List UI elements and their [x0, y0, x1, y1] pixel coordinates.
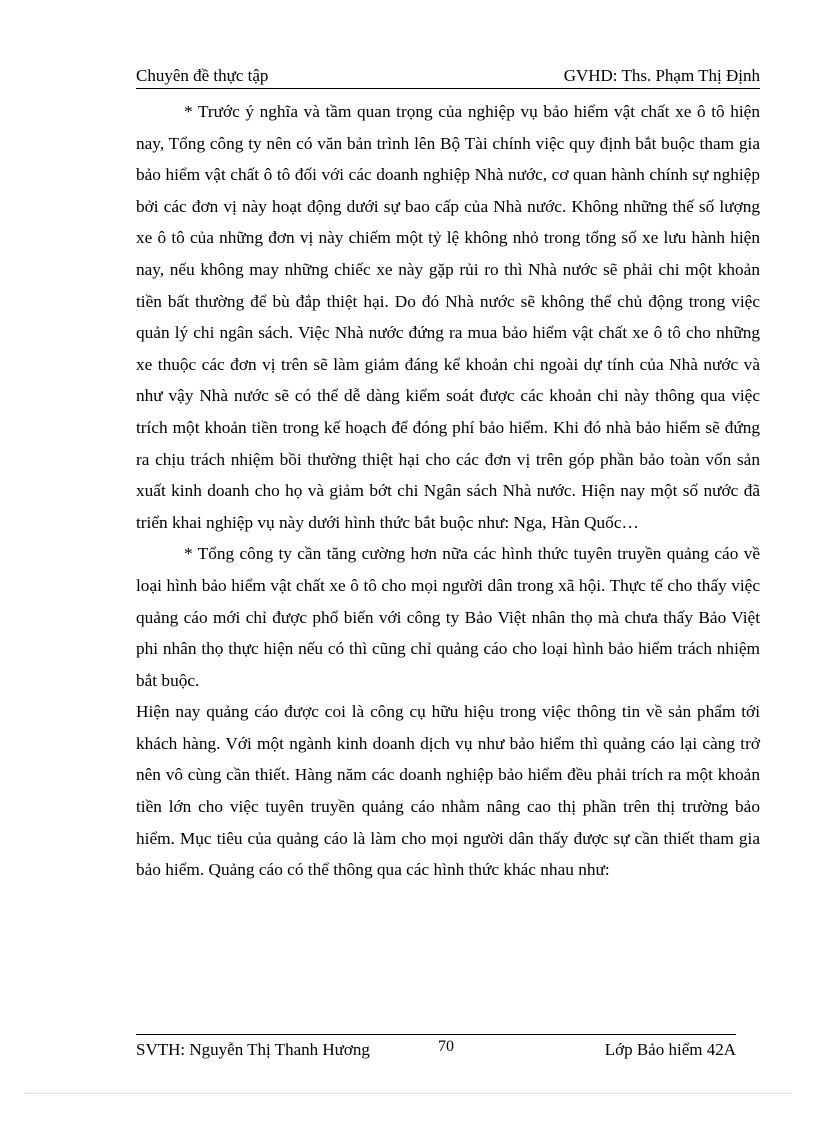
paragraph-1: * Trước ý nghĩa và tầm quan trọng của nghiệp vụ bảo hiểm vật chất xe ô tô hiện nay, Tổng công ty nên có văn bản trình lên Bộ Tài chính việc quy định bắt buộc tham gia bảo hiểm vật chất ô tô đối với các doanh nghiệp Nhà nước, cơ quan hành chính sự nghiệp bởi các đơn vị này hoạt động dưới sự bao cấp của Nhà nước. Không những thế số lượng xe ô tô của những đơn vị này chiếm một tỷ lệ không nhỏ trong tổng số xe lưu hành hiện nay, nếu không may những chiếc xe này gặp rủi ro thì Nhà nước sẽ phải chi một khoản tiền bất thường để bù đắp thiệt hại. Do đó Nhà nước sẽ không thể chủ động trong việc quản lý chi ngân sách. Việc Nhà nước đứng ra mua bảo hiểm vật chất xe ô tô cho những xe thuộc các đơn vị trên sẽ làm giảm đáng kể khoản chi ngoài dự tính của Nhà nước và như vậy Nhà nước sẽ có thể dễ dàng kiểm soát được các khoản chi này thông qua việc trích một khoản tiền trong kế hoạch để đóng phí bảo hiểm. Khi đó nhà bảo hiểm sẽ đứng ra chịu trách nhiệm bồi thường thiệt hại cho các đơn vị trên góp phần bảo toàn vốn sản xuất kinh doanh cho họ và giảm bớt chi Ngân sách Nhà nước. Hiện nay một số nước đã triển khai nghiệp vụ này dưới hình thức bắt buộc như: Nga, Hàn Quốc…	[136, 102, 760, 532]
header-advisor: GVHD: Ths. Phạm Thị Định	[563, 66, 760, 85]
page-bottom-dotted-line	[24, 1093, 792, 1094]
page-number: 70	[438, 1038, 454, 1055]
header-course-title: Chuyên đề thực tập	[136, 66, 269, 85]
page-footer	[136, 1038, 736, 1062]
footer-student: SVTH: Nguyễn Thị Thanh Hương	[136, 1040, 370, 1059]
page-header	[136, 64, 760, 89]
footer-class: Lớp Bảo hiểm 42A	[604, 1040, 736, 1059]
paragraph-2: * Tổng công ty cần tăng cường hơn nữa các hình thức tuyên truyền quảng cáo về loại hình bảo hiểm vật chất xe ô tô cho mọi người dân trong xã hội. Thực tế cho thấy việc quảng cáo mới chỉ được phổ biến với công ty Bảo Việt nhân thọ mà chưa thấy Bảo Việt phi nhân thọ thực hiện nếu có thì cũng chỉ quảng cáo cho loại hình bảo hiểm trách nhiệm bắt buộc.	[136, 544, 760, 690]
paragraph-3: Hiện nay quảng cáo được coi là công cụ hữu hiệu trong việc thông tin về sản phẩm tới khách hàng. Với một ngành kinh doanh dịch vụ như bảo hiểm thì quảng cáo lại càng trở nên vô cùng cần thiết. Hàng năm các doanh nghiệp bảo hiểm đều phải trích ra một khoản tiền lớn cho việc tuyên truyền quảng cáo nhằm nâng cao thị phần trên thị trường bảo hiểm. Mục tiêu của quảng cáo là làm cho mọi người dân thấy được sự cần thiết tham gia bảo hiểm. Quảng cáo có thể thông qua các hình thức khác nhau như:	[136, 702, 760, 880]
document-body	[136, 96, 760, 886]
footer-divider	[136, 1034, 736, 1035]
